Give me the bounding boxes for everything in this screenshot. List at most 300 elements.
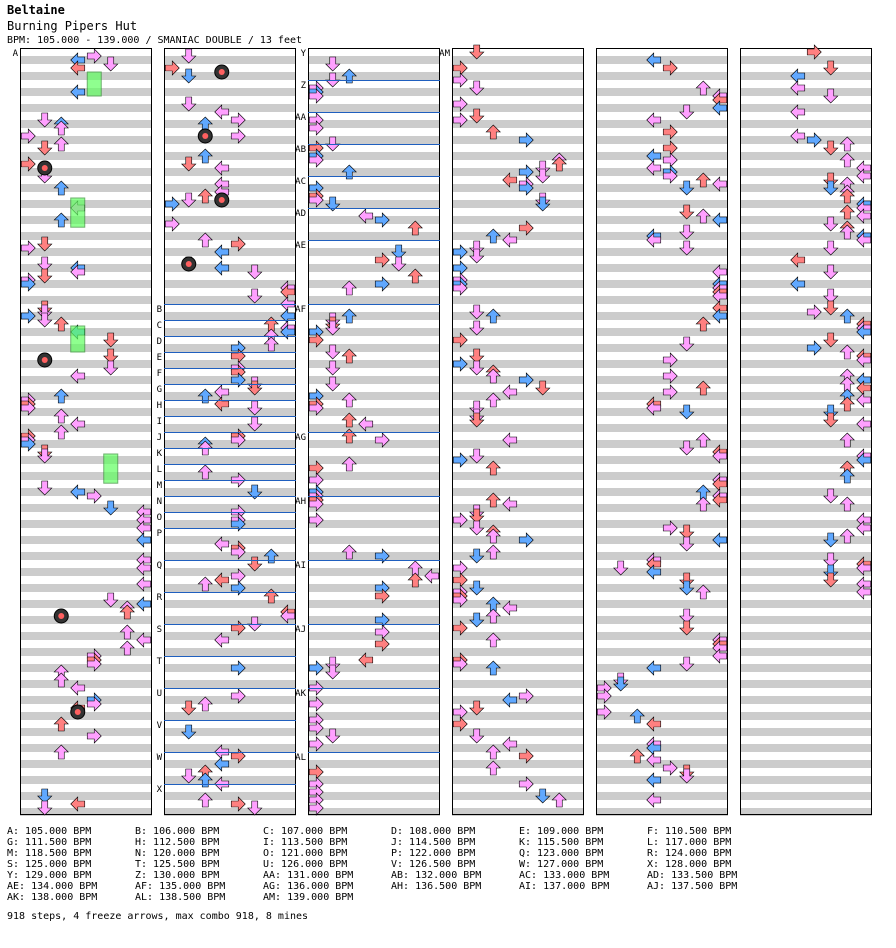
mine-icon bbox=[54, 609, 68, 623]
beat-stripe bbox=[740, 488, 872, 496]
beat-stripe bbox=[740, 408, 872, 416]
beat-stripe bbox=[20, 408, 152, 416]
legend-entry: A: 105.000 BPM bbox=[7, 826, 92, 837]
beat-stripe bbox=[20, 632, 152, 640]
beat-stripe bbox=[740, 648, 872, 656]
legend-entry: F: 110.500 BPM bbox=[647, 826, 732, 837]
freeze-arrow bbox=[87, 72, 101, 96]
beat-stripe bbox=[164, 360, 296, 368]
legend-entry: AE: 134.000 BPM bbox=[7, 881, 98, 892]
legend-entry: K: 115.500 BPM bbox=[519, 837, 604, 848]
beat-stripe bbox=[740, 664, 872, 672]
beat-stripe bbox=[452, 216, 584, 224]
beat-stripe bbox=[20, 72, 152, 80]
beat-stripe bbox=[308, 72, 440, 80]
beat-stripe bbox=[164, 664, 296, 672]
legend-entry: B: 106.000 BPM bbox=[135, 826, 220, 837]
beat-stripe bbox=[740, 120, 872, 128]
beat-stripe bbox=[308, 136, 440, 144]
beat-stripe bbox=[20, 760, 152, 768]
legend-entry: C: 107.000 BPM bbox=[263, 826, 348, 837]
beat-stripe bbox=[20, 184, 152, 192]
bpm-marker-label: P bbox=[156, 529, 162, 539]
beat-stripe bbox=[596, 728, 728, 736]
bpm-marker-label: Z bbox=[300, 81, 306, 91]
bpm-marker-label: AE bbox=[295, 241, 306, 251]
beat-stripe bbox=[596, 792, 728, 800]
mine-icon bbox=[198, 129, 212, 143]
beat-stripe bbox=[20, 616, 152, 624]
bpm-marker-label: F bbox=[156, 369, 162, 379]
beat-stripe bbox=[20, 376, 152, 384]
beat-stripe bbox=[740, 680, 872, 688]
beat-stripe bbox=[740, 232, 872, 240]
legend-entry: AF: 135.000 BPM bbox=[135, 881, 226, 892]
beat-stripe bbox=[164, 712, 296, 720]
artist-name: Beltaine bbox=[7, 3, 65, 17]
legend-entry: AL: 138.500 BPM bbox=[135, 892, 226, 903]
beat-stripe bbox=[20, 504, 152, 512]
beat-stripe bbox=[308, 728, 440, 736]
mine-icon bbox=[71, 705, 85, 719]
legend-entry: U: 126.000 BPM bbox=[263, 859, 348, 870]
beat-stripe bbox=[308, 504, 440, 512]
beat-stripe bbox=[596, 88, 728, 96]
beat-stripe bbox=[596, 648, 728, 656]
beat-stripe bbox=[596, 440, 728, 448]
chart-column bbox=[596, 48, 728, 816]
bpm-marker-label: AD bbox=[295, 209, 306, 219]
mine-icon bbox=[38, 161, 52, 175]
beat-stripe bbox=[308, 712, 440, 720]
beat-stripe bbox=[596, 664, 728, 672]
beat-stripe bbox=[308, 584, 440, 592]
beat-stripe bbox=[740, 72, 872, 80]
beat-stripe bbox=[740, 104, 872, 112]
beat-stripe bbox=[452, 776, 584, 784]
beat-stripe bbox=[164, 504, 296, 512]
bpm-marker-label: E bbox=[156, 353, 162, 363]
beat-stripe bbox=[596, 136, 728, 144]
beat-stripe bbox=[308, 88, 440, 96]
beat-stripe bbox=[20, 552, 152, 560]
beat-stripe bbox=[740, 280, 872, 288]
mine-icon bbox=[215, 65, 229, 79]
beat-stripe bbox=[20, 472, 152, 480]
legend-entry: D: 108.000 BPM bbox=[391, 826, 476, 837]
beat-stripe bbox=[164, 680, 296, 688]
beat-stripe bbox=[308, 552, 440, 560]
legend-entry: AM: 139.000 BPM bbox=[263, 892, 354, 903]
beat-stripe bbox=[596, 744, 728, 752]
bpm-marker-label: J bbox=[156, 433, 162, 443]
legend-entry: V: 126.500 BPM bbox=[391, 859, 476, 870]
beat-stripe bbox=[740, 56, 872, 64]
bpm-marker-label: AC bbox=[295, 177, 306, 187]
beat-stripe bbox=[308, 488, 440, 496]
beat-stripe bbox=[452, 104, 584, 112]
beat-stripe bbox=[740, 328, 872, 336]
beat-stripe bbox=[452, 600, 584, 608]
beat-stripe bbox=[308, 520, 440, 528]
beat-stripe bbox=[308, 472, 440, 480]
beat-stripe bbox=[20, 296, 152, 304]
bpm-marker-label: M bbox=[156, 481, 162, 491]
beat-stripe bbox=[596, 776, 728, 784]
beat-stripe bbox=[452, 376, 584, 384]
bpm-marker-label: S bbox=[156, 625, 162, 635]
beat-stripe bbox=[164, 520, 296, 528]
legend-entry: I: 113.500 BPM bbox=[263, 837, 348, 848]
beat-stripe bbox=[452, 520, 584, 528]
beat-stripe bbox=[596, 200, 728, 208]
beat-stripe bbox=[308, 776, 440, 784]
bpm-marker-label: I bbox=[156, 417, 162, 427]
beat-stripe bbox=[164, 120, 296, 128]
beat-stripe bbox=[740, 584, 872, 592]
beat-stripe bbox=[452, 296, 584, 304]
beat-stripe bbox=[164, 312, 296, 320]
beat-stripe bbox=[596, 536, 728, 544]
beat-stripe bbox=[20, 648, 152, 656]
beat-stripe bbox=[164, 88, 296, 96]
beat-stripe bbox=[452, 680, 584, 688]
beat-stripe bbox=[164, 584, 296, 592]
beat-stripe bbox=[20, 152, 152, 160]
beat-stripe bbox=[452, 280, 584, 288]
beat-stripe bbox=[164, 344, 296, 352]
beat-stripe bbox=[308, 168, 440, 176]
beat-stripe bbox=[164, 696, 296, 704]
beat-stripe bbox=[452, 504, 584, 512]
beat-stripe bbox=[308, 392, 440, 400]
beat-stripe bbox=[20, 584, 152, 592]
beat-stripe bbox=[740, 168, 872, 176]
beat-stripe bbox=[596, 408, 728, 416]
beat-stripe bbox=[740, 216, 872, 224]
beat-stripe bbox=[308, 568, 440, 576]
beat-stripe bbox=[308, 440, 440, 448]
beat-stripe bbox=[740, 456, 872, 464]
legend-entry: H: 112.500 BPM bbox=[135, 837, 220, 848]
beat-stripe bbox=[596, 376, 728, 384]
legend-entry: R: 124.000 BPM bbox=[647, 848, 732, 859]
beat-stripe bbox=[740, 744, 872, 752]
legend-entry: AH: 136.500 BPM bbox=[391, 881, 482, 892]
beat-stripe bbox=[308, 280, 440, 288]
bpm-marker-label: D bbox=[156, 337, 162, 347]
beat-stripe bbox=[740, 296, 872, 304]
beat-stripe bbox=[20, 744, 152, 752]
beat-stripe bbox=[164, 488, 296, 496]
bpm-marker-label: W bbox=[156, 753, 162, 763]
beat-stripe bbox=[308, 600, 440, 608]
legend-entry: E: 109.000 BPM bbox=[519, 826, 604, 837]
chart-column bbox=[740, 48, 872, 816]
beat-stripe bbox=[308, 312, 440, 320]
beat-stripe bbox=[20, 712, 152, 720]
beat-stripe bbox=[164, 440, 296, 448]
beat-stripe bbox=[164, 616, 296, 624]
beat-stripe bbox=[596, 280, 728, 288]
beat-stripe bbox=[596, 712, 728, 720]
legend-entry: AB: 132.000 BPM bbox=[391, 870, 482, 881]
beat-stripe bbox=[20, 56, 152, 64]
beat-stripe bbox=[308, 248, 440, 256]
beat-stripe bbox=[164, 472, 296, 480]
beat-stripe bbox=[596, 504, 728, 512]
beat-stripe bbox=[164, 424, 296, 432]
beat-stripe bbox=[452, 184, 584, 192]
beat-stripe bbox=[596, 616, 728, 624]
beat-stripe bbox=[452, 648, 584, 656]
legend-entry: G: 111.500 BPM bbox=[7, 837, 92, 848]
beat-stripe bbox=[740, 424, 872, 432]
chart-summary: 918 steps, 4 freeze arrows, max combo 918, 8 mines bbox=[7, 911, 309, 922]
beat-stripe bbox=[740, 248, 872, 256]
song-title: Burning Pipers Hut bbox=[7, 19, 138, 33]
bpm-marker-label: C bbox=[156, 321, 162, 331]
beat-stripe bbox=[308, 104, 440, 112]
bpm-marker-label: AF bbox=[295, 305, 306, 315]
beat-stripe bbox=[452, 440, 584, 448]
beat-stripe bbox=[740, 520, 872, 528]
bpm-marker-label: A bbox=[12, 49, 18, 59]
legend-entry: L: 117.000 BPM bbox=[647, 837, 732, 848]
beat-stripe bbox=[596, 344, 728, 352]
beat-stripe bbox=[452, 56, 584, 64]
beat-stripe bbox=[596, 600, 728, 608]
beat-stripe bbox=[164, 296, 296, 304]
beat-stripe bbox=[308, 56, 440, 64]
beat-stripe bbox=[596, 312, 728, 320]
beat-stripe bbox=[452, 728, 584, 736]
bpm-marker-label: AM bbox=[439, 49, 450, 59]
beat-stripe bbox=[20, 696, 152, 704]
beat-stripe bbox=[164, 152, 296, 160]
bpm-marker-label: V bbox=[156, 721, 162, 731]
beat-stripe bbox=[20, 200, 152, 208]
beat-stripe bbox=[308, 632, 440, 640]
beat-stripe bbox=[452, 760, 584, 768]
beat-stripe bbox=[596, 104, 728, 112]
beat-stripe bbox=[596, 216, 728, 224]
legend-entry: N: 120.000 BPM bbox=[135, 848, 220, 859]
beat-stripe bbox=[452, 168, 584, 176]
chart-info: BPM: 105.000 - 139.000 / SMANIAC DOUBLE / 13 feet bbox=[7, 35, 303, 46]
beat-stripe bbox=[308, 408, 440, 416]
beat-stripe bbox=[596, 296, 728, 304]
beat-stripe bbox=[596, 424, 728, 432]
beat-stripe bbox=[20, 392, 152, 400]
legend-entry: J: 114.500 BPM bbox=[391, 837, 476, 848]
beat-stripe bbox=[596, 56, 728, 64]
beat-stripe bbox=[20, 344, 152, 352]
beat-stripe bbox=[308, 296, 440, 304]
bpm-marker-label: Y bbox=[300, 49, 306, 59]
legend-entry: T: 125.500 BPM bbox=[135, 859, 220, 870]
beat-stripe bbox=[740, 200, 872, 208]
beat-stripe bbox=[740, 632, 872, 640]
beat-stripe bbox=[740, 600, 872, 608]
beat-stripe bbox=[308, 648, 440, 656]
beat-stripe bbox=[452, 712, 584, 720]
bpm-marker-label: AB bbox=[295, 145, 306, 155]
beat-stripe bbox=[308, 120, 440, 128]
beat-stripe bbox=[308, 616, 440, 624]
bpm-marker-label: L bbox=[156, 465, 162, 475]
beat-stripe bbox=[452, 264, 584, 272]
beat-stripe bbox=[308, 792, 440, 800]
legend-entry: AC: 133.000 BPM bbox=[519, 870, 610, 881]
beat-stripe bbox=[164, 184, 296, 192]
beat-stripe bbox=[596, 696, 728, 704]
legend-entry: AI: 137.000 BPM bbox=[519, 881, 610, 892]
beat-stripe bbox=[308, 680, 440, 688]
beat-stripe bbox=[740, 760, 872, 768]
bpm-marker-label: AL bbox=[295, 753, 306, 763]
bpm-marker-label: T bbox=[156, 657, 162, 667]
beat-stripe bbox=[308, 424, 440, 432]
beat-stripe bbox=[596, 264, 728, 272]
legend-entry: Q: 123.000 BPM bbox=[519, 848, 604, 859]
beat-stripe bbox=[596, 168, 728, 176]
beat-stripe bbox=[740, 712, 872, 720]
legend-entry: X: 128.000 BPM bbox=[647, 859, 732, 870]
beat-stripe bbox=[596, 360, 728, 368]
beat-stripe bbox=[164, 392, 296, 400]
beat-stripe bbox=[20, 568, 152, 576]
beat-stripe bbox=[20, 280, 152, 288]
legend-entry: Z: 130.000 BPM bbox=[135, 870, 220, 881]
bpm-marker-label: AK bbox=[295, 689, 306, 699]
beat-stripe bbox=[308, 744, 440, 752]
bpm-marker-label: R bbox=[156, 593, 162, 603]
beat-stripe bbox=[164, 744, 296, 752]
beat-stripe bbox=[20, 328, 152, 336]
bpm-marker-label: AH bbox=[295, 497, 306, 507]
beat-stripe bbox=[164, 136, 296, 144]
beat-stripe bbox=[20, 536, 152, 544]
bpm-marker-label: AA bbox=[295, 113, 306, 123]
beat-stripe bbox=[596, 520, 728, 528]
legend-entry: AG: 136.000 BPM bbox=[263, 881, 354, 892]
beat-stripe bbox=[164, 280, 296, 288]
beat-stripe bbox=[452, 72, 584, 80]
bpm-marker-label: AI bbox=[295, 561, 306, 571]
beat-stripe bbox=[308, 360, 440, 368]
legend-entry: AJ: 137.500 BPM bbox=[647, 881, 738, 892]
beat-stripe bbox=[596, 472, 728, 480]
beat-stripe bbox=[740, 88, 872, 96]
beat-stripe bbox=[164, 568, 296, 576]
beat-stripe bbox=[740, 696, 872, 704]
beat-stripe bbox=[596, 456, 728, 464]
beat-stripe bbox=[452, 232, 584, 240]
beat-stripe bbox=[308, 152, 440, 160]
beat-stripe bbox=[20, 664, 152, 672]
beat-stripe bbox=[452, 200, 584, 208]
beat-stripe bbox=[20, 248, 152, 256]
bpm-marker-label: X bbox=[156, 785, 162, 795]
beat-stripe bbox=[596, 248, 728, 256]
beat-stripe bbox=[740, 616, 872, 624]
beat-stripe bbox=[308, 376, 440, 384]
legend-entry: M: 118.500 BPM bbox=[7, 848, 92, 859]
beat-stripe bbox=[164, 408, 296, 416]
bpm-marker-label: AG bbox=[295, 433, 306, 443]
beat-stripe bbox=[596, 120, 728, 128]
freeze-arrow bbox=[71, 198, 85, 227]
beat-stripe bbox=[452, 632, 584, 640]
beat-stripe bbox=[740, 776, 872, 784]
legend-entry: S: 125.000 BPM bbox=[7, 859, 92, 870]
beat-stripe bbox=[452, 424, 584, 432]
beat-stripe bbox=[452, 392, 584, 400]
beat-stripe bbox=[452, 120, 584, 128]
beat-stripe bbox=[452, 136, 584, 144]
bpm-marker-label: Q bbox=[156, 561, 162, 571]
freeze-arrow bbox=[71, 326, 85, 352]
mine-icon bbox=[182, 257, 196, 271]
beat-stripe bbox=[452, 568, 584, 576]
beat-stripe bbox=[164, 168, 296, 176]
beat-stripe bbox=[596, 72, 728, 80]
beat-stripe bbox=[308, 760, 440, 768]
bpm-marker-label: O bbox=[156, 513, 162, 523]
beat-stripe bbox=[740, 568, 872, 576]
beat-stripe bbox=[452, 488, 584, 496]
beat-stripe bbox=[20, 680, 152, 688]
beat-stripe bbox=[740, 504, 872, 512]
beat-stripe bbox=[740, 264, 872, 272]
beat-stripe bbox=[596, 328, 728, 336]
bpm-marker-label: N bbox=[156, 497, 162, 507]
beat-stripe bbox=[164, 600, 296, 608]
beat-stripe bbox=[308, 456, 440, 464]
beat-stripe bbox=[164, 760, 296, 768]
beat-stripe bbox=[20, 728, 152, 736]
beat-stripe bbox=[596, 152, 728, 160]
mine-icon bbox=[38, 353, 52, 367]
beat-stripe bbox=[740, 552, 872, 560]
beat-stripe bbox=[20, 88, 152, 96]
beat-stripe bbox=[164, 792, 296, 800]
beat-stripe bbox=[452, 696, 584, 704]
beat-stripe bbox=[596, 184, 728, 192]
beat-stripe bbox=[20, 520, 152, 528]
beat-stripe bbox=[164, 456, 296, 464]
beat-stripe bbox=[452, 744, 584, 752]
legend-entry: W: 127.000 BPM bbox=[519, 859, 604, 870]
beat-stripe bbox=[452, 536, 584, 544]
beat-stripe bbox=[164, 632, 296, 640]
beat-stripe bbox=[164, 232, 296, 240]
beat-stripe bbox=[740, 536, 872, 544]
beat-stripe bbox=[20, 232, 152, 240]
beat-stripe bbox=[164, 536, 296, 544]
beat-stripe bbox=[308, 216, 440, 224]
beat-stripe bbox=[452, 664, 584, 672]
beat-stripe bbox=[20, 776, 152, 784]
beat-stripe bbox=[308, 264, 440, 272]
beat-stripe bbox=[740, 360, 872, 368]
bpm-marker-label: K bbox=[156, 449, 162, 459]
beat-stripe bbox=[308, 696, 440, 704]
freeze-arrow bbox=[104, 454, 118, 483]
beat-stripe bbox=[164, 216, 296, 224]
beat-stripe bbox=[596, 552, 728, 560]
